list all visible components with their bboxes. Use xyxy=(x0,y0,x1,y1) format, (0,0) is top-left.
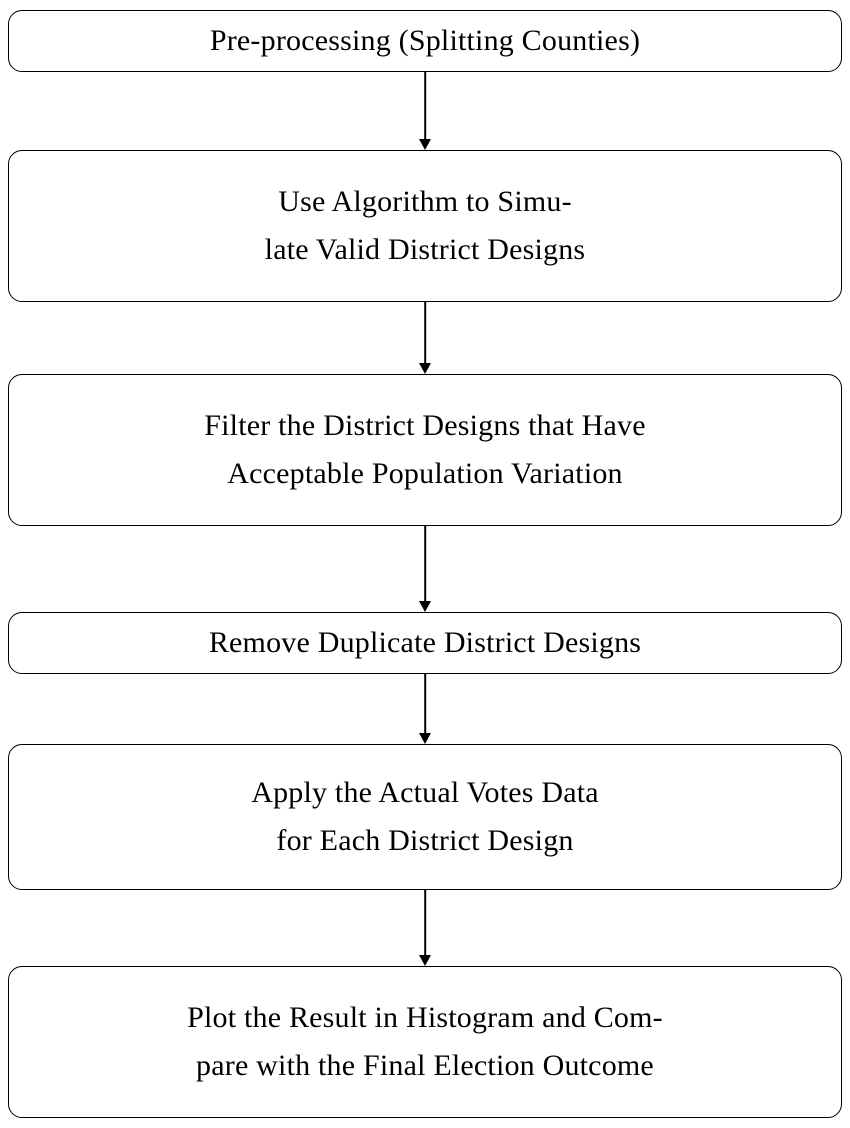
arrow-head xyxy=(419,139,431,150)
flowchart-node-simulate xyxy=(8,150,842,302)
arrow-stem xyxy=(424,302,426,365)
node-label-line: Acceptable Population Variation xyxy=(227,457,623,490)
node-label-line: Plot the Result in Histogram and Com- xyxy=(187,1000,663,1034)
flowchart-arrow-filter-to-remove-duplicates xyxy=(418,526,432,612)
node-label-line: late Valid District Designs xyxy=(264,233,586,266)
flowchart-arrow-preprocessing-to-simulate xyxy=(418,72,432,150)
arrow-head xyxy=(419,955,431,966)
arrow-stem xyxy=(424,72,426,141)
flowchart-arrow-apply-votes-to-plot-result xyxy=(418,890,432,966)
arrow-head xyxy=(419,363,431,374)
arrow-stem xyxy=(424,890,426,957)
flowchart-arrow-simulate-to-filter xyxy=(418,302,432,374)
arrow-head xyxy=(419,601,431,612)
flowchart-node-filter xyxy=(8,374,842,526)
node-label-line: Apply the Actual Votes Data xyxy=(251,775,599,809)
flowchart-node-apply-votes xyxy=(8,744,842,890)
flowchart-arrow-remove-duplicates-to-apply-votes xyxy=(418,674,432,744)
node-label-line: for Each District Design xyxy=(276,824,574,857)
node-label-line: Remove Duplicate District Designs xyxy=(208,625,642,659)
flowchart-node-preprocessing xyxy=(8,10,842,72)
node-label-line: Filter the District Designs that Have xyxy=(204,408,646,442)
arrow-head xyxy=(419,733,431,744)
node-label-line: Pre-processing (Splitting Counties) xyxy=(209,23,641,57)
flowchart-node-plot-result xyxy=(8,966,842,1118)
node-label-line: pare with the Final Election Outcome xyxy=(196,1049,654,1082)
arrow-stem xyxy=(424,526,426,603)
flowchart-node-remove-duplicates xyxy=(8,612,842,674)
node-label-line: Use Algorithm to Simu- xyxy=(278,184,572,218)
arrow-stem xyxy=(424,674,426,735)
